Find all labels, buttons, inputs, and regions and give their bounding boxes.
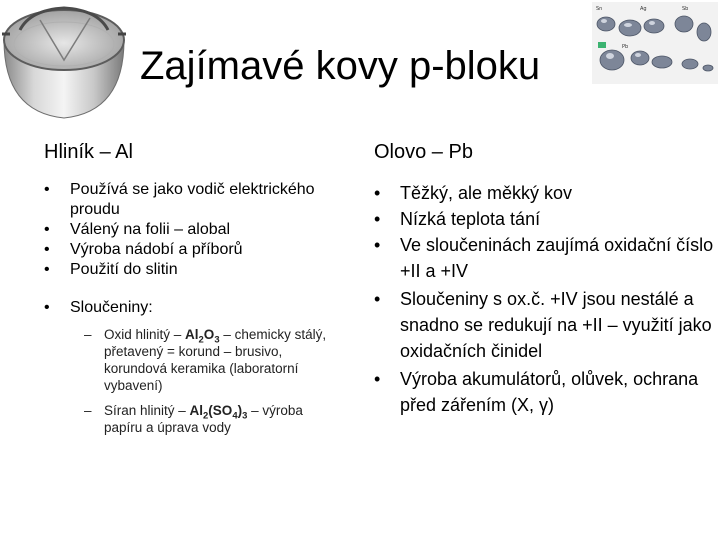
compound-text: – výroba papíru a úprava vody <box>104 403 303 435</box>
formula-part: O <box>203 327 215 342</box>
aluminium-heading: Hliník – Al <box>44 141 133 163</box>
aluminium-bullet: • Používá se jako vodič elektrického proudu <box>44 180 344 220</box>
lead-bullet-list <box>374 180 714 418</box>
lead-bullet: • Ve sloučeninách zaujímá oxidační číslo +II a +IV <box>374 232 714 284</box>
aluminium-bullet: • Použití do slitin <box>44 260 344 280</box>
compounds-sublist <box>70 326 344 436</box>
formula-subscript: 3 <box>214 334 220 346</box>
formula-subscript: 4 <box>232 410 238 422</box>
lead-heading: Olovo – Pb <box>374 141 473 163</box>
compound-text: – chemicky stálý, přetavený = korund – brusivo, korundová keramika (laboratorní vybavení) <box>104 327 327 393</box>
lead-pellets-image <box>592 2 718 84</box>
aluminium-bullet-list <box>44 180 344 436</box>
lead-bullet: • Sloučeniny s ox.č. +IV jsou nestálé a snadno se redukují na +II – využití jako oxidačních činidel <box>374 286 714 364</box>
formula-part: Al <box>189 403 204 418</box>
compound-aluminium-sulfate <box>78 402 344 436</box>
formula-part: Al <box>185 327 199 342</box>
formula-al2so43 <box>189 403 248 422</box>
compounds-item <box>44 298 344 436</box>
lead-bullet: • Těžký, ale měkký kov <box>374 180 714 206</box>
formula-part: (SO <box>208 403 233 418</box>
aluminium-column <box>44 140 344 444</box>
svg-text:Ag: Ag <box>640 6 647 12</box>
compounds-label: Sloučeniny: <box>70 299 153 316</box>
formula-subscript: 3 <box>242 410 248 422</box>
svg-text:Sn: Sn <box>596 6 603 12</box>
slide-title: Zajímavé kovy p-bloku <box>140 44 541 88</box>
formula-part: ) <box>237 403 243 418</box>
aluminium-pot-image <box>0 0 128 122</box>
compound-aluminium-oxide <box>78 326 344 394</box>
formula-al2o3 <box>185 327 220 346</box>
svg-text:Sb: Sb <box>682 6 689 12</box>
lead-column <box>374 140 714 418</box>
compound-text: Síran hlinitý – <box>104 403 190 418</box>
aluminium-bullet: • Výroba nádobí a příborů <box>44 240 344 260</box>
formula-subscript: 2 <box>198 334 204 346</box>
formula-subscript: 2 <box>203 410 209 422</box>
compound-text: Oxid hlinitý – <box>104 327 186 342</box>
aluminium-bullet: • Válený na folii – alobal <box>44 220 344 240</box>
svg-text:Pb: Pb <box>622 44 629 50</box>
lead-bullet: • Nízká teplota tání <box>374 206 714 232</box>
lead-bullet: • Výroba akumulátorů, olůvek, ochrana před zářením (X, γ) <box>374 366 714 418</box>
